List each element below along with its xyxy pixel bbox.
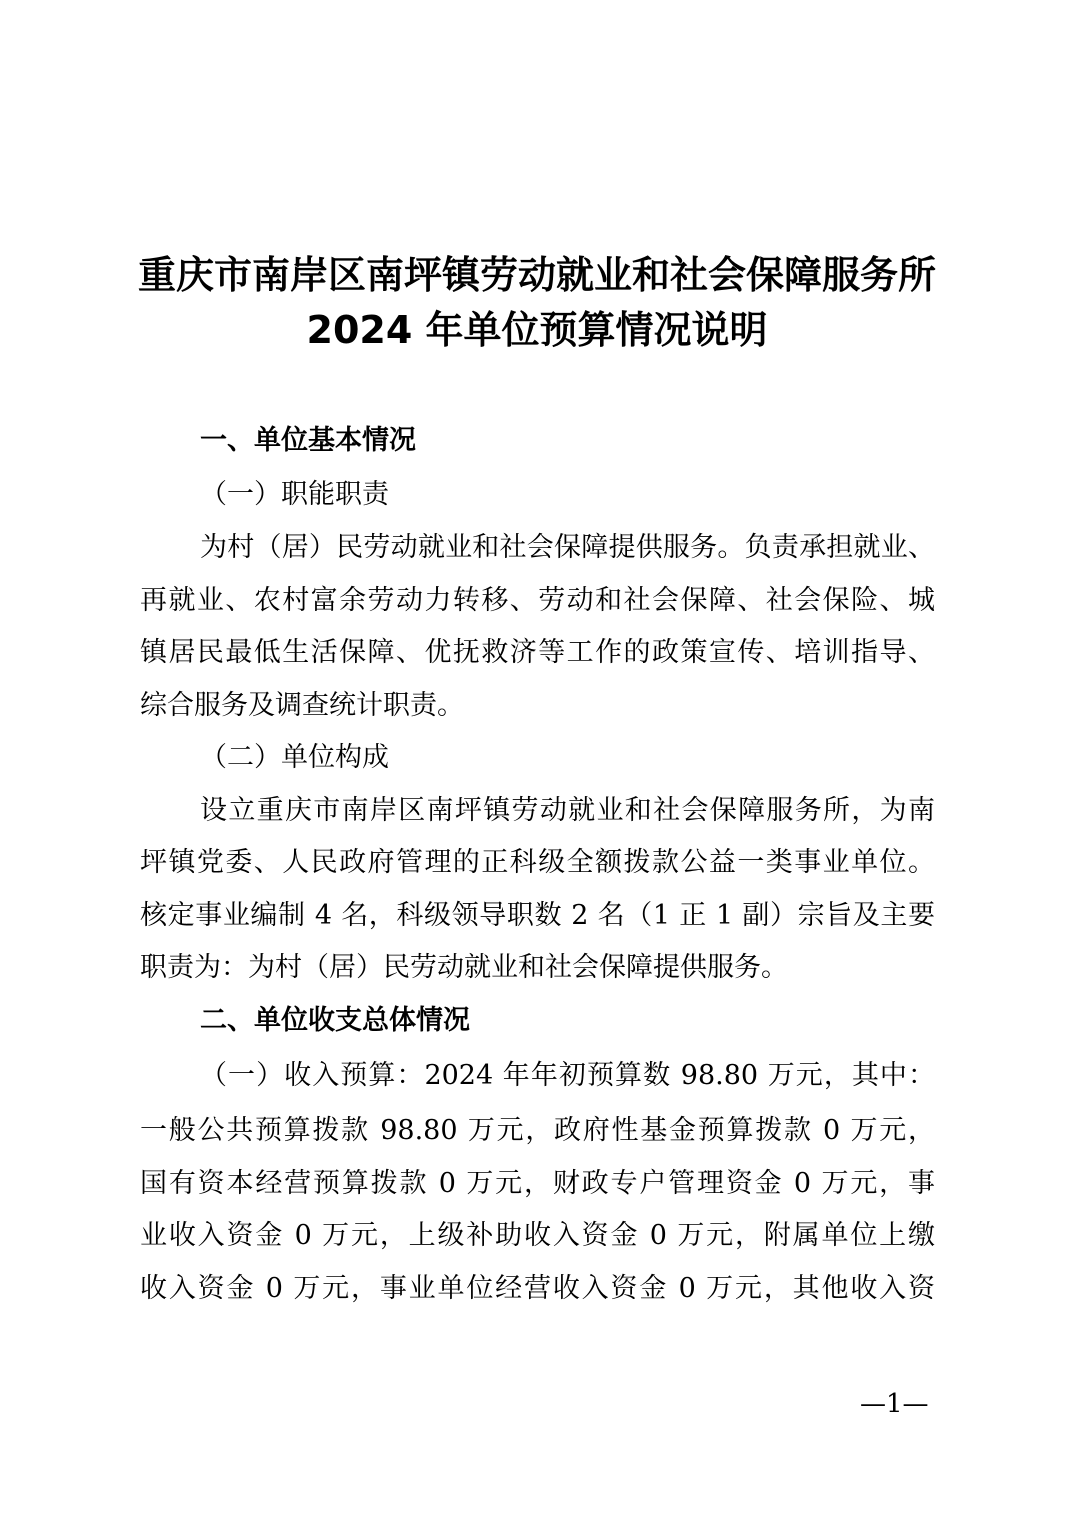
section-heading-revenue-expenditure: 二、单位收支总体情况	[200, 1005, 470, 1036]
paragraph-line: 镇居民最低生活保障、优抚救济等工作的政策宣传、培训指导、	[140, 637, 935, 668]
paragraph-line: 核定事业编制 4 名，科级领导职数 2 名（1 正 1 副）宗旨及主要	[140, 900, 935, 931]
paragraph-line: （一）收入预算：2024 年年初预算数 98.80 万元，其中：	[200, 1060, 935, 1091]
paragraph-line: 设立重庆市南岸区南坪镇劳动就业和社会保障服务所，为南	[200, 795, 935, 826]
paragraph-line: 为村（居）民劳动就业和社会保障提供服务。负责承担就业、	[200, 532, 935, 563]
page-number: —1—	[860, 1389, 929, 1419]
paragraph-line: 职责为：为村（居）民劳动就业和社会保障提供服务。	[140, 952, 788, 983]
paragraph-line: 国有资本经营预算拨款 0 万元，财政专户管理资金 0 万元，事	[140, 1168, 935, 1199]
paragraph-line: 收入资金 0 万元，事业单位经营收入资金 0 万元，其他收入资	[140, 1273, 935, 1304]
subheading-duties: （一）职能职责	[200, 479, 389, 510]
document-title-line-1: 重庆市南岸区南坪镇劳动就业和社会保障服务所	[137, 253, 936, 297]
section-heading-basic-info: 一、单位基本情况	[200, 425, 416, 456]
paragraph-line: 再就业、农村富余劳动力转移、劳动和社会保障、社会保险、城	[140, 585, 935, 616]
subheading-composition: （二）单位构成	[200, 742, 389, 773]
paragraph-line: 坪镇党委、人民政府管理的正科级全额拨款公益一类事业单位。	[140, 847, 935, 878]
paragraph-line: 综合服务及调查统计职责。	[140, 690, 464, 721]
document-title-line-2: 2024 年单位预算情况说明	[306, 308, 768, 352]
paragraph-line: 一般公共预算拨款 98.80 万元，政府性基金预算拨款 0 万元，	[140, 1115, 935, 1146]
paragraph-line: 业收入资金 0 万元，上级补助收入资金 0 万元，附属单位上缴	[140, 1220, 935, 1251]
